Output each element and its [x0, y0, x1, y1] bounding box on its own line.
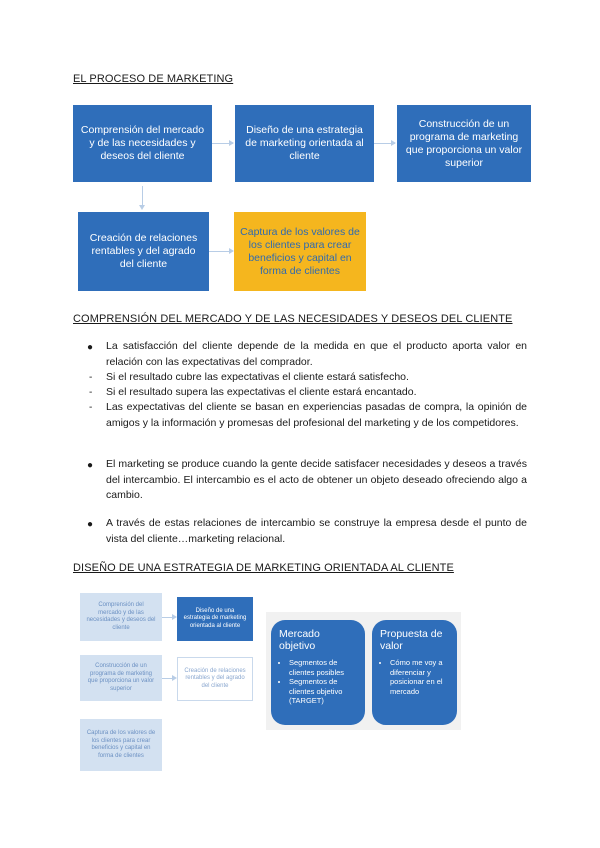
process-step-1: Comprensión del mercado y de las necesidades y deseos del cliente: [73, 105, 212, 182]
bullet-icon: ●: [87, 460, 94, 471]
mini-step-1: Comprensión del mercado y de las necesidades y deseos del cliente: [80, 593, 162, 641]
heading-diseno-estrategia: DISEÑO DE UNA ESTRATEGIA DE MARKETING ORIENTADA AL CLIENTE: [73, 562, 454, 574]
card-list-item: • Segmentos de clientes posibles: [289, 658, 357, 677]
dash-icon: -: [89, 372, 93, 383]
process-step-5: Captura de los valores de los clientes para crear beneficios y capital en forma de clientes: [234, 212, 366, 291]
process-step-4: Creación de relaciones rentables y del agrado del cliente: [78, 212, 209, 291]
card-list: [279, 658, 357, 706]
arrow-head-icon: [229, 140, 234, 146]
mini-step-3: Construcción de un programa de marketing que proporciona un valor superior: [80, 655, 162, 701]
arrow-head-icon: [139, 205, 145, 210]
mini-step-5: Captura de los valores de los clientes para crear beneficios y capital en forma de clientes: [80, 719, 162, 771]
dash-item-expectativas: Las expectativas del cliente se basan en experiencias pasadas de compra, la opinión de amigos y la información y promesas del profesional del marketing y de los competidores.: [106, 401, 527, 429]
dash-icon: -: [89, 387, 93, 398]
process-step-3: Construcción de un programa de marketing que proporciona un valor superior: [397, 105, 531, 182]
mini-step-4: Creación de relaciones rentables y del agrado del cliente: [177, 657, 253, 701]
process-step-2: Diseño de una estrategia de marketing orientada al cliente: [235, 105, 374, 182]
arrow-head-icon: [391, 140, 396, 146]
card-list: [380, 658, 449, 696]
mini-step-2: Diseño de una estrategia de marketing orientada al cliente: [177, 597, 253, 641]
heading-comprension-mercado: COMPRENSIÓN DEL MERCADO Y DE LAS NECESIDADES Y DESEOS DEL CLIENTE: [73, 313, 513, 325]
heading-proceso-marketing: EL PROCESO DE MARKETING: [73, 73, 234, 85]
card-list-item: • Cómo me voy a diferenciar y posicionar en el mercado: [390, 658, 449, 696]
card-title: Mercado objetivo: [279, 628, 320, 652]
dash-item-supera: Si el resultado supera las expectativas el cliente estará encantado.: [106, 386, 417, 398]
paragraph-intercambio: El marketing se produce cuando la gente decide satisfacer necesidades y deseos a través del intercambio. El intercambio es el acto de obtener un objeto deseado ofreciendo algo a cambio.: [106, 458, 527, 501]
bullet-icon: ●: [87, 342, 94, 353]
card-list-item: • Segmentos de clientes objetivo (TARGET): [289, 677, 357, 706]
card-propuesta-valor: [372, 620, 457, 725]
dash-icon: -: [89, 402, 93, 413]
bullet-icon: ●: [87, 519, 94, 530]
paragraph-satisfaccion: La satisfacción del cliente depende de la medida en que el producto aporta valor en relación con las expectativas del comprador.: [106, 340, 527, 368]
card-title: Propuesta de valor: [380, 628, 443, 652]
card-mercado-objetivo: [271, 620, 365, 725]
paragraph-marketing-relacional: A través de estas relaciones de intercambio se construye la empresa desde el punto de vista del cliente…marketing relacional.: [106, 517, 527, 545]
dash-item-cubre: Si el resultado cubre las expectativas el cliente estará satisfecho.: [106, 371, 409, 383]
